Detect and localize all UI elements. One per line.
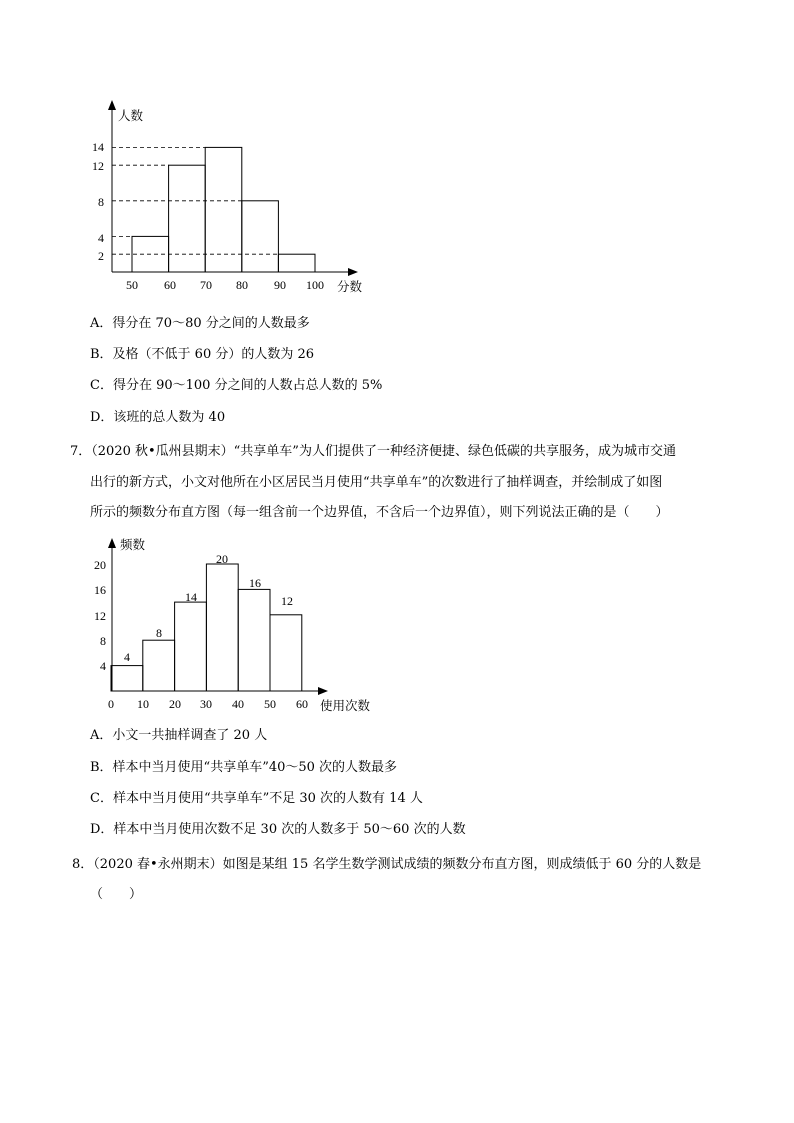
chart2-y-axis-arrow	[108, 538, 116, 548]
chart2-bar-label: 4	[124, 650, 130, 664]
q7-stem-line-1: 7．（2020 秋•瓜州县期末）“共享单车”为人们提供了一种经济便捷、绿色低碳的共享服务，成为城市交通	[70, 444, 676, 459]
chart2-x-tick: 10	[137, 697, 149, 711]
chart1-x-tick: 60	[164, 278, 176, 292]
chart2-y-tick: 12	[94, 609, 106, 623]
chart1-x-tick: 80	[236, 278, 248, 292]
chart1-x-axis-label: 分数	[337, 279, 363, 294]
chart2-bar-label: 8	[156, 626, 162, 640]
q7-stem-line-3: 所示的频数分布直方图（每一组含前一个边界值，不含后一个边界值），则下列说法正确的是（ ）	[90, 505, 669, 520]
chart2-bar-label: 12	[281, 594, 293, 608]
chart2-y-tick: 20	[94, 558, 106, 572]
chart2-y-tick: 16	[94, 583, 106, 597]
chart1-y-tick: 8	[98, 195, 104, 209]
chart1-x-axis-arrow	[348, 268, 358, 276]
chart2-bar	[238, 589, 270, 691]
chart1-bar	[278, 254, 315, 272]
q6-option-a: A．得分在 70～80 分之间的人数最多	[90, 316, 310, 331]
chart2-y-tick: 4	[100, 659, 106, 673]
chart2-bar	[175, 602, 207, 691]
chart1-y-tick: 4	[98, 231, 104, 245]
q7-option-d: D．样本中当月使用次数不足 30 次的人数多于 50～60 次的人数	[90, 822, 466, 837]
chart2-x-tick: 0	[108, 697, 114, 711]
q7-option-b: B．样本中当月使用“共享单车”40～50 次的人数最多	[90, 760, 398, 775]
chart1-y-tick: 2	[98, 249, 104, 263]
chart2-bar	[270, 615, 302, 691]
q7-stem-line-2: 出行的新方式，小文对他所在小区居民当月使用“共享单车”的次数进行了抽样调查，并绘制成了如图	[90, 475, 663, 490]
chart2-bar	[143, 640, 175, 691]
q7-option-c: C．样本中当月使用“共享单车”不足 30 次的人数有 14 人	[90, 791, 423, 806]
chart2-bar-label: 16	[249, 576, 261, 590]
chart1-y-tick: 12	[92, 159, 104, 173]
chart2-x-tick: 30	[200, 697, 212, 711]
chart1-x-tick: 100	[306, 278, 324, 292]
score-histogram	[0, 0, 794, 310]
chart2-x-tick: 60	[296, 697, 308, 711]
q7-option-a: A．小文一共抽样调查了 20 人	[90, 728, 268, 743]
chart2-x-tick: 40	[232, 697, 244, 711]
q6-option-d: D．该班的总人数为 40	[90, 410, 226, 425]
chart1-y-tick: 14	[92, 140, 104, 154]
q8-stem-line-2: （ ）	[90, 887, 143, 902]
q8-stem-line-1: 8．（2020 春•永州期末）如图是某组 15 名学生数学测试成绩的频数分布直方图，则成绩低于 60 分的人数是	[72, 857, 702, 872]
chart2-bar-label: 14	[185, 590, 197, 604]
chart2-x-axis-label: 使用次数	[320, 698, 371, 713]
chart2-x-axis-arrow	[318, 687, 328, 695]
chart1-bar	[205, 147, 242, 272]
chart2-y-tick: 8	[100, 634, 106, 648]
chart1-x-tick: 50	[126, 278, 138, 292]
chart2-bar-label: 20	[216, 552, 228, 566]
chart1-x-tick: 70	[200, 278, 212, 292]
chart1-bar	[242, 201, 279, 272]
chart2-bar	[206, 564, 238, 691]
chart1-bar	[169, 165, 206, 272]
q6-option-b: B．及格（不低于 60 分）的人数为 26	[90, 347, 315, 362]
chart1-x-tick: 90	[274, 278, 286, 292]
bike-usage-histogram	[0, 530, 794, 720]
chart2-x-tick: 50	[264, 697, 276, 711]
q6-option-c: C．得分在 90～100 分之间的人数占总人数的 5%	[90, 378, 383, 393]
chart1-y-axis-arrow	[108, 100, 116, 110]
chart1-y-axis-label: 人数	[118, 108, 144, 123]
chart2-bar	[111, 666, 143, 691]
chart2-x-tick: 20	[169, 697, 181, 711]
chart2-y-axis-label: 频数	[120, 537, 146, 552]
